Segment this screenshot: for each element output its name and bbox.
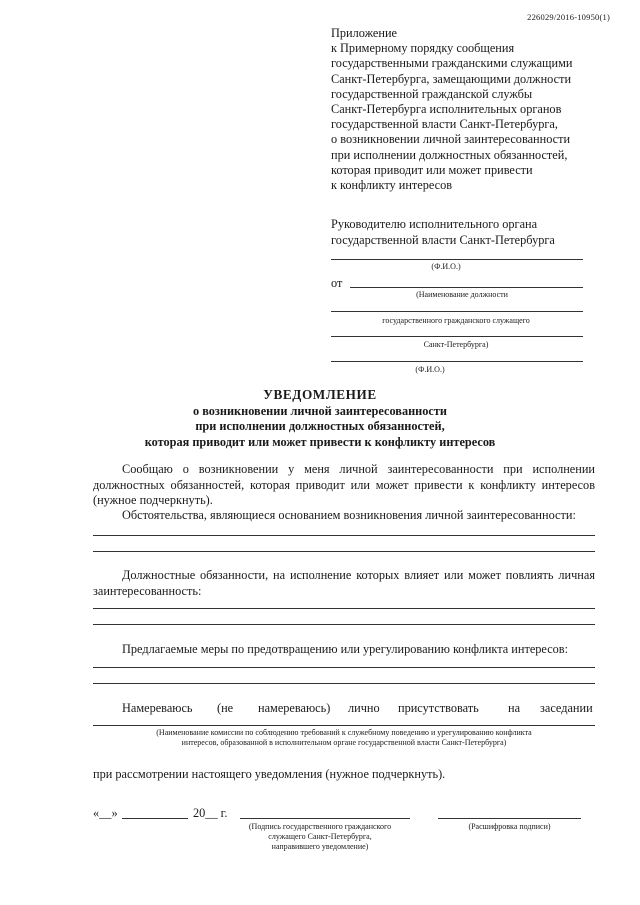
- from-label: от: [331, 276, 343, 290]
- subtitle-line: которая приводит или может привести к конфликту интересов: [144, 434, 496, 449]
- fio-field-line[interactable]: [331, 259, 583, 260]
- position-field-line-2[interactable]: [331, 336, 583, 337]
- signature-caption-line: (Подпись государственного гражданского: [248, 822, 392, 831]
- appendix-header: [331, 26, 611, 193]
- intent-word: Намереваюсь: [122, 701, 193, 715]
- document-id: 226029/2016-10950(1): [527, 12, 610, 22]
- intent-word: на: [508, 701, 521, 715]
- duties-line-1[interactable]: [93, 608, 595, 609]
- notice-subtitle: [0, 404, 640, 450]
- signature-decode-line[interactable]: [438, 818, 581, 819]
- signature-caption-line: служащего Санкт-Петербурга,: [268, 832, 372, 841]
- duties-line-2[interactable]: [93, 624, 595, 625]
- subtitle-line: о возникновении личной заинтересованности: [193, 404, 447, 418]
- appendix-line: Санкт-Петербурга исполнительных органов: [331, 102, 562, 117]
- paragraph-notice: Сообщаю о возникновении у меня личной заинтересованности при исполнении должностных обязанностей, которая приводит или может привести к конфликту интересов (нужное подчеркнуть).: [93, 462, 595, 507]
- appendix-line: к конфликту интересов: [331, 178, 453, 193]
- addressee-block: [331, 217, 555, 248]
- signature-caption: [220, 822, 420, 852]
- position-field-line[interactable]: [331, 311, 583, 312]
- addressee-line: государственной власти Санкт-Петербурга: [331, 232, 555, 247]
- measures-line-2[interactable]: [93, 683, 595, 684]
- position-caption: (Наименование должности: [416, 290, 508, 299]
- intent-word: присутствовать: [398, 701, 479, 715]
- intent-word: лично: [348, 701, 380, 715]
- paragraph-duties: Должностные обязанности, на исполнение которых влияет или может повлиять личная заинтересованность:: [93, 568, 595, 598]
- fio-caption-2: (Ф.И.О.): [415, 365, 445, 374]
- date-month-field[interactable]: [122, 818, 188, 819]
- appendix-line: которая приводит или может привести: [331, 162, 533, 177]
- appendix-line: Приложение: [331, 26, 397, 40]
- appendix-line: о возникновении личной заинтересованности: [331, 132, 571, 147]
- commission-field-line[interactable]: [93, 725, 595, 726]
- fio-field-line-2[interactable]: [331, 361, 583, 362]
- date-year-label: 20__ г.: [193, 806, 228, 820]
- subtitle-line: при исполнении должностных обязанностей,: [195, 419, 445, 434]
- signature-caption-line: направившего уведомление): [271, 842, 369, 851]
- position-caption-2: государственного гражданского служащего: [382, 316, 530, 325]
- appendix-line: Санкт-Петербурга, замещающими должности: [331, 71, 572, 86]
- appendix-line: при исполнении должностных обязанностей,: [331, 147, 568, 162]
- paragraph-consideration: при рассмотрении настоящего уведомления (нужное подчеркнуть).: [93, 767, 446, 781]
- intent-word: заседании: [540, 701, 593, 715]
- intent-word: (не: [217, 701, 234, 715]
- addressee-line: Руководителю исполнительного органа: [331, 217, 538, 231]
- notice-title: УВЕДОМЛЕНИЕ: [263, 387, 377, 402]
- commission-caption-line: (Наименование комиссии по соблюдению требований к служебному поведению и урегулированию конфликта: [156, 728, 532, 737]
- commission-caption-line: интересов, образованной в исполнительном органе государственной власти Санкт-Петербурга): [181, 738, 507, 747]
- circumstances-line-2[interactable]: [93, 551, 595, 552]
- from-field-line[interactable]: [350, 287, 583, 288]
- appendix-line: государственными гражданскими служащими: [331, 56, 573, 71]
- date-day-field[interactable]: «__»: [93, 806, 118, 820]
- position-caption-3: Санкт-Петербурга): [423, 340, 489, 349]
- paragraph-measures: Предлагаемые меры по предотвращению или урегулированию конфликта интересов:: [122, 642, 569, 656]
- intent-word: намереваюсь): [258, 701, 331, 715]
- fio-caption: (Ф.И.О.): [431, 262, 461, 271]
- commission-caption: [93, 728, 595, 748]
- appendix-line: государственной гражданской службы: [331, 86, 533, 101]
- appendix-line: государственной власти Санкт-Петербурга,: [331, 117, 558, 132]
- circumstances-line-1[interactable]: [93, 535, 595, 536]
- paragraph-circumstances: Обстоятельства, являющиеся основанием возникновения личной заинтересованности:: [122, 508, 576, 522]
- decode-caption: (Расшифровка подписи): [468, 822, 551, 831]
- signature-field-line[interactable]: [240, 818, 410, 819]
- appendix-line: к Примерному порядку сообщения: [331, 41, 515, 56]
- measures-line-1[interactable]: [93, 667, 595, 668]
